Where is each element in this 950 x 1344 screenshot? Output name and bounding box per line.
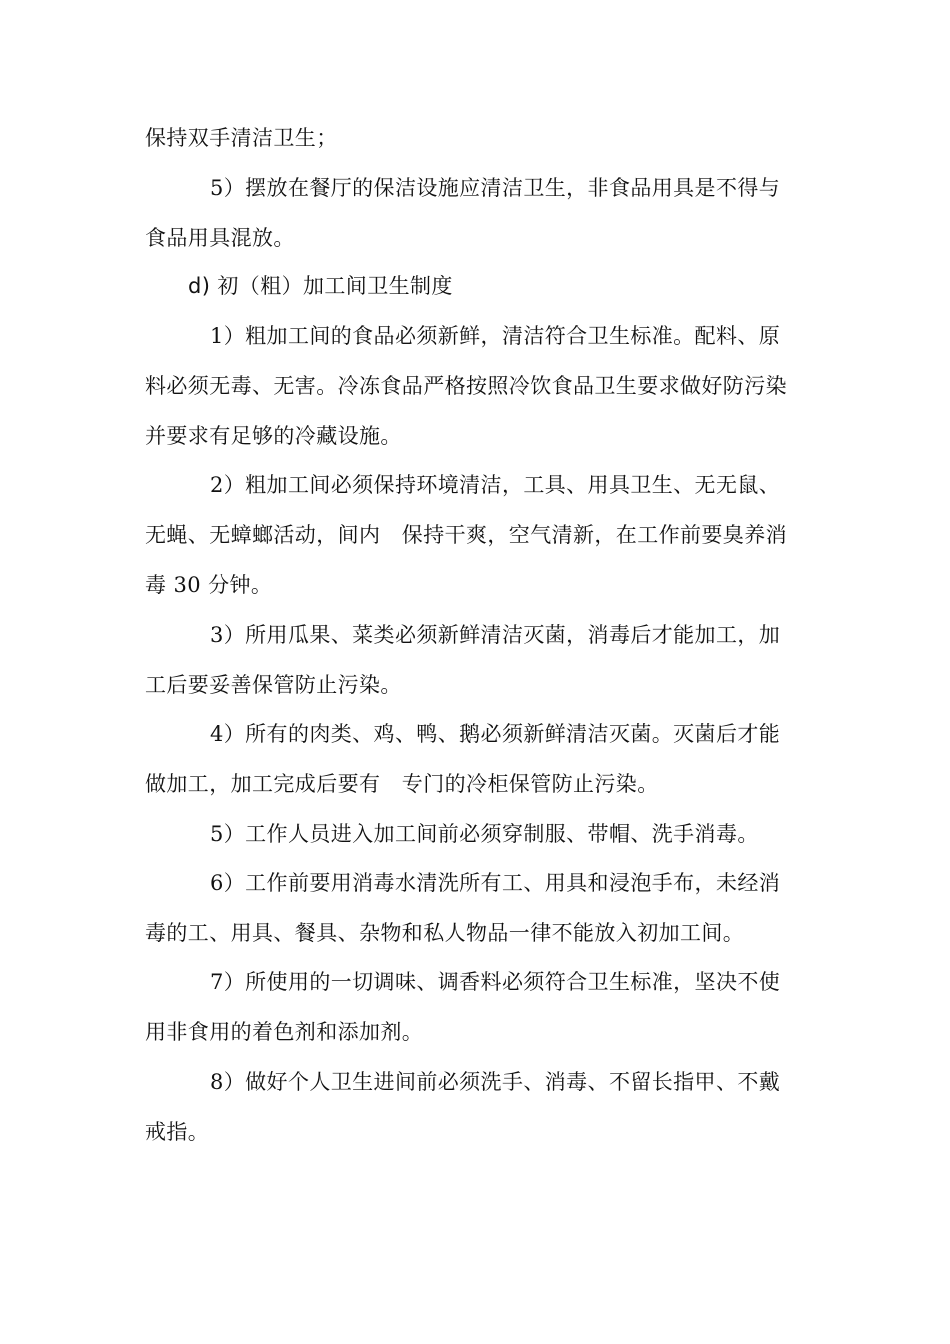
- text-line: 2）粗加工间必须保持环境清洁，工具、用具卫生、无无鼠、: [210, 473, 781, 497]
- text-line: 戒指。: [145, 1120, 210, 1144]
- section-heading: d) 初（粗）加工间卫生制度: [188, 274, 453, 298]
- text-line: 无蝇、无蟑螂活动，间内 保持干爽，空气清新，在工作前要臭养消: [145, 523, 787, 547]
- text-line: 毒 30 分钟。: [145, 573, 273, 597]
- text-line: 并要求有足够的冷藏设施。: [145, 424, 402, 448]
- text-line: 1）粗加工间的食品必须新鲜，清洁符合卫生标准。配料、原: [210, 324, 781, 348]
- text-line: 做加工，加工完成后要有 专门的冷柜保管防止污染。: [145, 772, 659, 796]
- text-line: 6）工作前要用消毒水清洗所有工、用具和浸泡手布，未经消: [210, 871, 781, 895]
- text-line: 8）做好个人卫生进间前必须洗手、消毒、不留长指甲、不戴: [210, 1070, 781, 1094]
- text-line: 4）所有的肉类、鸡、鸭、鹅必须新鲜清洁灭菌。灭菌后才能: [210, 722, 781, 746]
- text-line: 3）所用瓜果、菜类必须新鲜清洁灭菌，消毒后才能加工，加: [210, 623, 781, 647]
- text-line: 料必须无毒、无害。冷冻食品严格按照冷饮食品卫生要求做好防污染: [145, 374, 787, 398]
- text-line: 5）工作人员进入加工间前必须穿制服、带帽、洗手消毒。: [210, 822, 759, 846]
- text-line: 用非食用的着色剂和添加剂。: [145, 1020, 424, 1044]
- text-line: 食品用具混放。: [145, 226, 295, 250]
- text-line: 5）摆放在餐厅的保洁设施应清洁卫生，非食品用具是不得与: [210, 176, 781, 200]
- text-line: 工后要妥善保管防止污染。: [145, 673, 402, 697]
- text-line: 保持双手清洁卫生；: [145, 126, 338, 150]
- text-line: 7）所使用的一切调味、调香料必须符合卫生标准，坚决不使: [210, 970, 781, 994]
- text-line: 毒的工、用具、餐具、杂物和私人物品一律不能放入初加工间。: [145, 921, 745, 945]
